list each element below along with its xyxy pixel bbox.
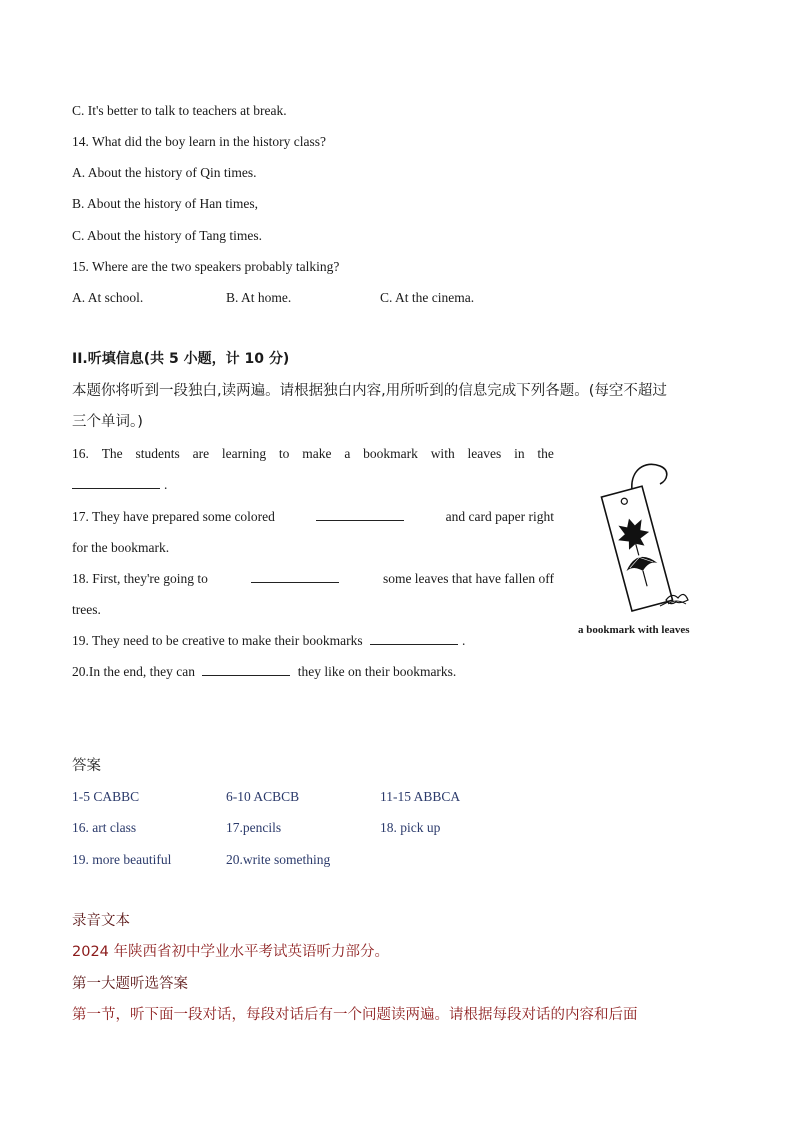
q16-word: bookmark (363, 446, 418, 461)
section-2-instructions-line2: 三个单词。) (72, 414, 143, 430)
answer-blank-19[interactable] (370, 632, 458, 645)
section-2-instructions-line1: 本题你将听到一段独白,读两遍。请根据独白内容,用所听到的信息完成下列各题。(每空不超过 (72, 383, 667, 399)
answer-blank-17[interactable] (316, 508, 404, 521)
question-15: 15. Where are the two speakers probably talking? (72, 259, 340, 274)
q16-word: make (302, 446, 332, 461)
q15-option-b: B. At home. (226, 290, 292, 305)
q15-option-c: C. At the cinema. (380, 290, 475, 305)
answer-16: 16. art class (72, 820, 137, 835)
q19-period: . (462, 633, 466, 648)
answer-blank-20[interactable] (202, 663, 290, 676)
q18-text-before: 18. First, they're going to (72, 571, 208, 586)
q17-text-after: and card paper right (445, 509, 554, 524)
q16-word: are (192, 446, 210, 461)
q16-word: in (514, 446, 525, 461)
answer-1-5: 1-5 CABBC (72, 789, 140, 804)
q16-period: . (164, 477, 168, 492)
question-18-line2: trees. (72, 602, 101, 617)
bookmark-illustration (580, 460, 700, 620)
q16-word: the (537, 446, 554, 461)
q16-word: students (135, 446, 180, 461)
question-18-line1 (72, 570, 554, 588)
q16-word: leaves (467, 446, 502, 461)
q20-text-before: 20.In the end, they can (72, 664, 195, 679)
answers-heading: 答案 (72, 758, 101, 774)
answer-18: 18. pick up (380, 820, 441, 835)
q20-text-after: they like on their bookmarks. (297, 664, 457, 679)
answer-20: 20.write something (226, 852, 331, 867)
answer-17: 17.pencils (226, 820, 282, 835)
transcript-title: 2024 年陕西省初中学业水平考试英语听力部分。 (72, 944, 390, 960)
q16-word: The (101, 446, 123, 461)
answer-blank-18[interactable] (251, 570, 339, 583)
question-17-line1 (72, 508, 554, 526)
section-2-heading: II.听填信息(共 5 小题，计 10 分) (72, 351, 290, 367)
image-caption: a bookmark with leaves (578, 624, 690, 636)
transcript-intro: 第一节，听下面一段对话，每段对话后有一个问题读两遍。请根据每段对话的内容和后面 (72, 1007, 638, 1023)
q16-word: with (430, 446, 455, 461)
question-16-line2 (72, 476, 167, 494)
q18-text-after: some leaves that have fallen off (382, 571, 554, 586)
q19-text-before: 19. They need to be creative to make their bookmarks (72, 633, 363, 648)
q15-option-a: A. At school. (72, 290, 144, 305)
question-14: 14. What did the boy learn in the history class? (72, 134, 326, 149)
q16-word: to (278, 446, 290, 461)
q13-option-c: C. It's better to talk to teachers at break. (72, 103, 287, 118)
transcript-heading: 录音文本 (72, 913, 130, 929)
question-16-line1 (72, 445, 554, 463)
answer-19: 19. more beautiful (72, 852, 172, 867)
question-17-line2: for the bookmark. (72, 540, 170, 555)
answer-blank-16[interactable] (72, 476, 160, 489)
q16-word: a (344, 446, 351, 461)
q16-word: learning (221, 446, 267, 461)
question-20 (72, 663, 456, 681)
question-19 (72, 632, 465, 650)
answer-11-15: 11-15 ABBCA (380, 789, 461, 804)
q14-option-b: B. About the history of Han times, (72, 196, 258, 211)
q17-text-before: 17. They have prepared some colored (72, 509, 275, 524)
q14-option-c: C. About the history of Tang times. (72, 228, 263, 243)
answer-6-10: 6-10 ACBCB (226, 789, 300, 804)
transcript-part-1: 第一大题听选答案 (72, 976, 188, 992)
q16-word: 16. (72, 446, 89, 461)
q14-option-a: A. About the history of Qin times. (72, 165, 257, 180)
